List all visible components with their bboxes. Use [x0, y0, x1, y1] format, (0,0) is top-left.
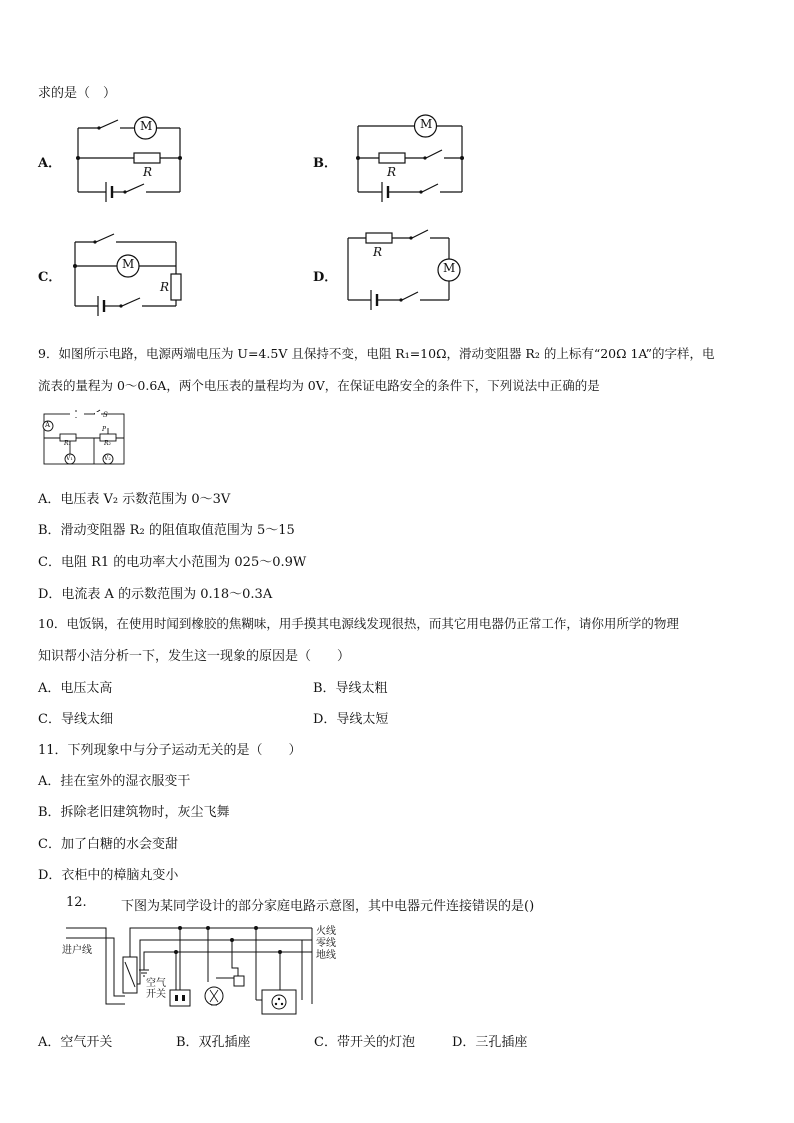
q9-option-c[interactable]: C．电阻 R1 的电功率大小范围为 025～0.9W	[38, 555, 307, 570]
q10-stem-line-1: 10．电饭锅，在使用时闻到橡胶的焦糊味，用手摸其电源线发现很热，而其它用电器仍正常工作，请你用所学的物理	[38, 616, 679, 631]
q8-c-motor-label: M	[122, 257, 135, 271]
q8-c-resistor-label: R	[160, 280, 170, 294]
q9-stem-line-1: 9．如图所示电路，电源两端电压为 U=4.5V 且保持不变，电阻 R₁=10Ω，滑动变阻器 R₂ 的上标有“20Ω 1A”的字样，电	[38, 346, 715, 361]
q9-v2-label: V₂	[104, 455, 111, 462]
q12-option-c[interactable]: C．带开关的灯泡	[314, 1035, 415, 1050]
q8-option-a-label[interactable]: A．	[38, 156, 62, 171]
q8-b-motor-label: M	[420, 117, 433, 131]
q8-option-b-label[interactable]: B．	[313, 156, 337, 171]
q12-live-wire-label: 火线	[316, 926, 336, 937]
q12-neutral-wire-label: 零线	[316, 938, 336, 949]
q11-option-a[interactable]: A．挂在室外的湿衣服变干	[38, 774, 191, 789]
q10-stem-line-2: 知识帮小洁分析一下，发生这一现象的原因是（ ）	[38, 649, 351, 664]
q8-option-c-label[interactable]: C．	[38, 270, 62, 285]
q12-option-d[interactable]: D．三孔插座	[452, 1035, 528, 1050]
q9-r2-label: R₂	[104, 440, 111, 447]
q11-option-d[interactable]: D．衣柜中的樟脑丸变小	[38, 868, 179, 883]
q11-option-b[interactable]: B．拆除老旧建筑物时，灰尘飞舞	[38, 805, 230, 820]
q10-option-b[interactable]: B．导线太粗	[313, 681, 388, 696]
q12-breaker-label: 空气开关	[146, 978, 166, 1000]
q8-option-d-label[interactable]: D．	[313, 270, 338, 285]
q10-option-a[interactable]: A．电压太高	[38, 681, 113, 696]
q8-stem-tail: 求的是（ ）	[38, 86, 117, 101]
q9-slider-label: P	[102, 426, 107, 433]
q9-option-d[interactable]: D．电流表 A 的示数范围为 0.18～0.3A	[38, 587, 273, 602]
q9-option-b[interactable]: B．滑动变阻器 R₂ 的阻值取值范围为 5～15	[38, 523, 295, 538]
q8-a-motor-label: M	[140, 119, 153, 133]
q9-v1-label: V₁	[66, 455, 73, 462]
q8-d-motor-label: M	[443, 261, 456, 275]
q12-option-b[interactable]: B．双孔插座	[176, 1035, 251, 1050]
q11-stem: 11．下列现象中与分子运动无关的是（ ）	[38, 743, 302, 758]
q9-stem-line-2: 流表的量程为 0～0.6A，两个电压表的量程均为 0V，在保证电路安全的条件下，下列说法中正确的是	[38, 378, 600, 393]
q10-option-c[interactable]: C．导线太细	[38, 712, 113, 727]
q10-option-d[interactable]: D．导线太短	[313, 712, 389, 727]
q12-stem: 下图为某同学设计的部分家庭电路示意图，其中电器元件连接错误的是()	[121, 899, 535, 914]
q9-r1-label: R₁	[64, 440, 71, 447]
q12-option-a[interactable]: A．空气开关	[38, 1035, 113, 1050]
q9-switch-label: S	[103, 411, 108, 419]
q12-ground-wire-label: 地线	[316, 950, 336, 961]
q12-entry-line-label: 进户线	[62, 945, 92, 956]
q9-option-a[interactable]: A．电压表 V₂ 示数范围为 0～3V	[38, 492, 231, 507]
q8-d-resistor-label: R	[373, 245, 383, 259]
q11-option-c[interactable]: C．加了白糖的水会变甜	[38, 837, 178, 852]
q12-number: 12.	[66, 895, 87, 910]
q9-ammeter-label: A	[45, 421, 51, 429]
q8-b-resistor-label: R	[387, 165, 397, 179]
q8-a-resistor-label: R	[143, 165, 153, 179]
